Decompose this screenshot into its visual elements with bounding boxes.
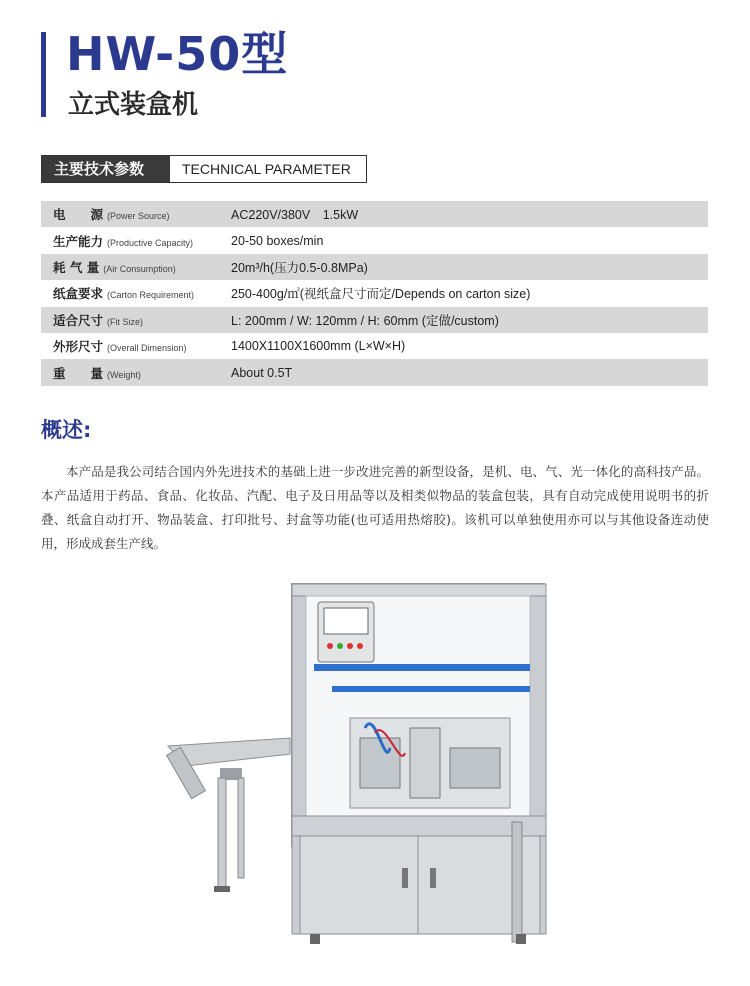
spec-label: 纸盒要求 (Carton Requirement) [53,286,195,302]
spec-label: 耗 气 量 (Air Consumption) [53,259,176,275]
overview-text: 本产品是我公司结合国内外先进技术的基础上进一步改进完善的新型设备，是机、电、气、光一体化的高科技产品。本产品适用于药品、食品、化妆品、汽配、电子及日用品等以及相类似物品的装盒包装，具有自动完成使用说明书的折叠、纸盒自动打开、物品装盒、打印批号、封盒等功能(也可适用热熔胶)。该机可以单独使用亦可以与其他设备连动使用，形成成套生产线。 [41,464,709,551]
spec-value: L: 200mm / W: 120mm / H: 60mm (定做/custom) [231,313,499,328]
spec-value: 20m³/h(压力0.5-0.8MPa) [231,260,368,275]
spec-row-weight [41,359,708,385]
spec-row-dimension [41,333,708,359]
spec-row-air [41,254,708,280]
spec-row-carton [41,280,708,306]
parameter-heading [41,155,367,183]
spec-row-power [41,201,708,227]
model-title: HW-50型 [66,27,289,81]
spec-label: 外形尺寸 (Overall Dimension) [53,339,187,355]
spec-table [41,201,708,386]
spec-row-fit-size [41,307,708,333]
spec-label: 重 量 (Weight) [53,365,141,381]
spec-value: About 0.5T [231,365,293,380]
machine-illustration [160,578,560,950]
parameter-heading-cn: 主要技术参数 [42,156,170,182]
spec-label: 生产能力 (Productive Capacity) [53,233,194,249]
spec-label: 电 源 (Power Source) [53,207,170,223]
title-accent-bar [41,32,46,117]
spec-value: AC220V/380V 1.5kW [231,208,359,223]
spec-value: 20-50 boxes/min [231,233,324,248]
spec-row-capacity [41,227,708,253]
product-subtitle: 立式装盒机 [68,90,199,120]
spec-value: 1400X1100X1600mm (L×W×H) [231,339,406,354]
overview-title: 概述: [41,418,92,442]
spec-label: 适合尺寸 (Fit Size) [53,312,144,328]
spec-value: 250-400g/㎡(视纸盒尺寸而定/Depends on carton size) [231,287,531,302]
parameter-heading-en: TECHNICAL PARAMETER [170,156,366,182]
